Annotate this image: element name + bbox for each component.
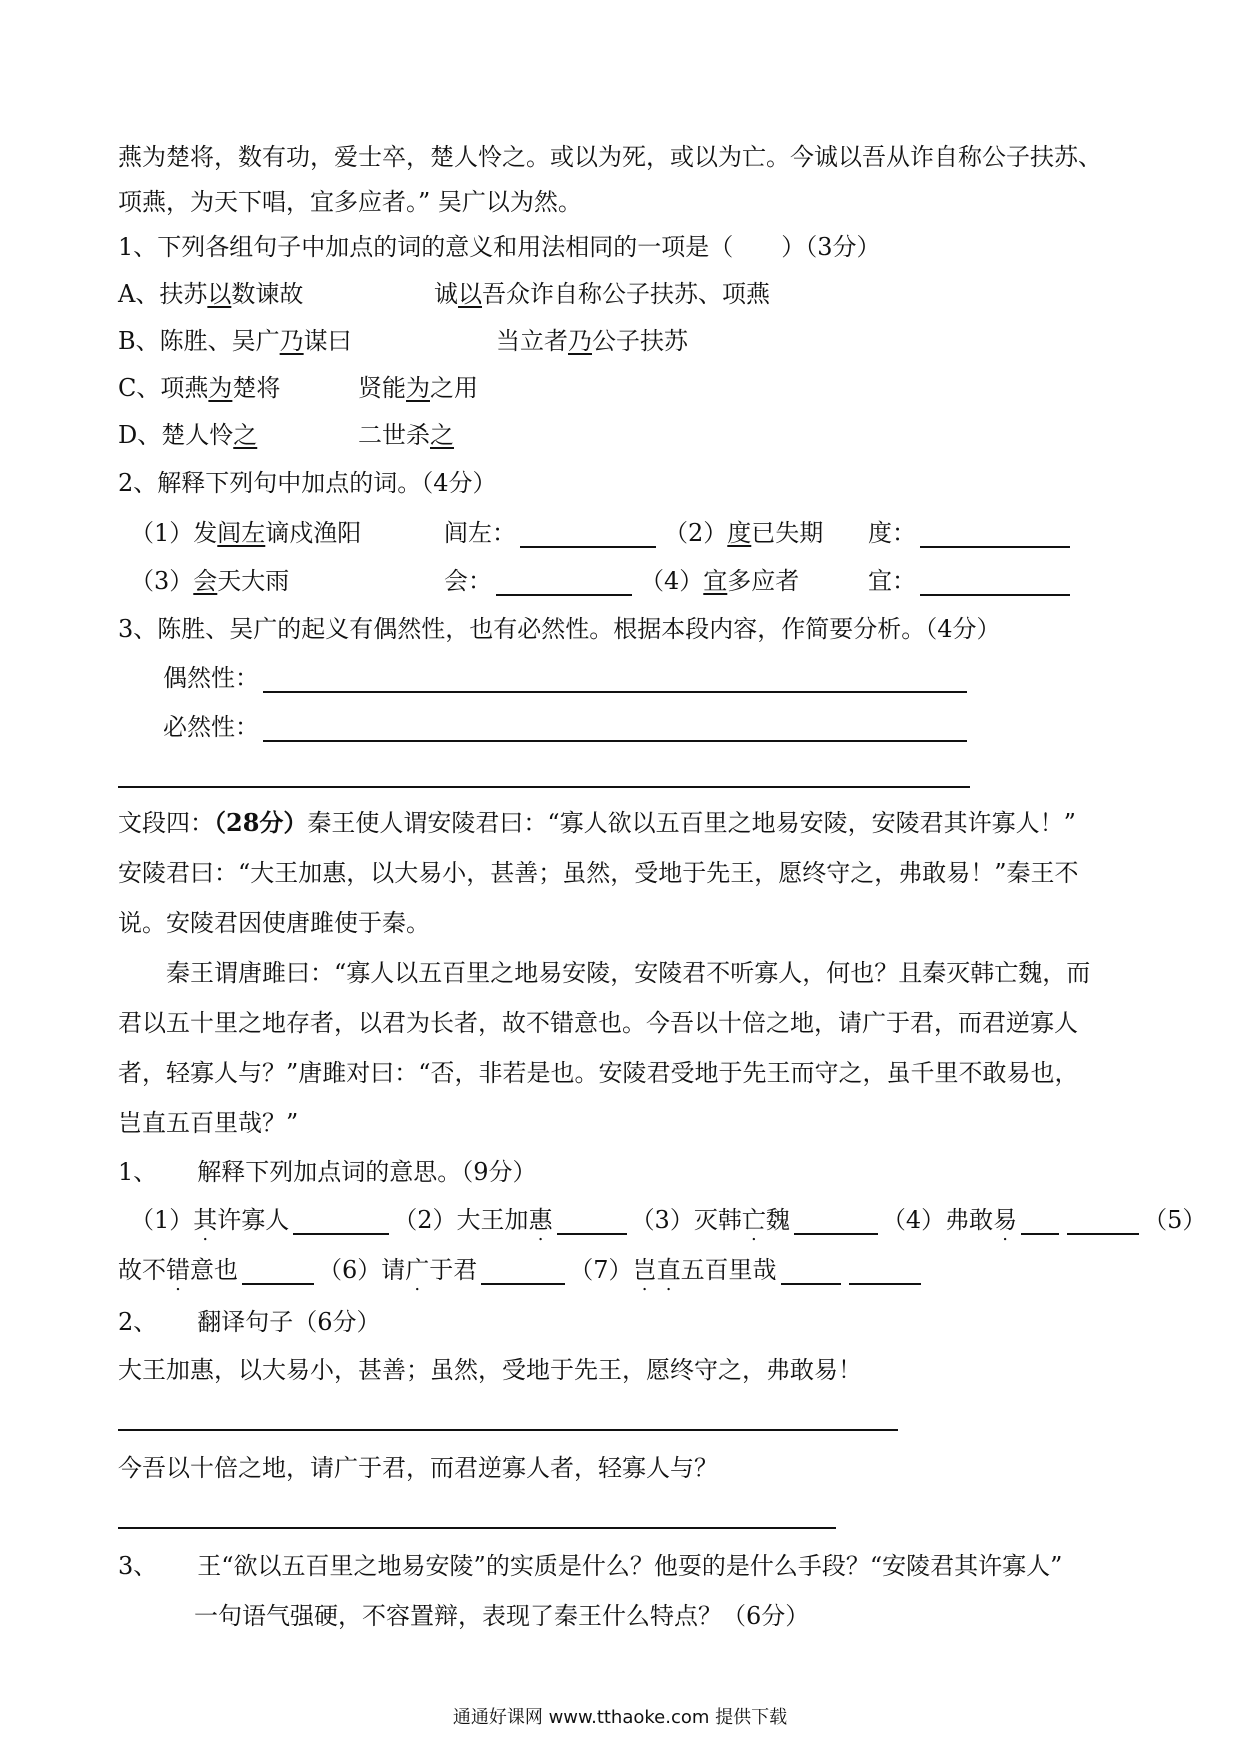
marked-word: 为 bbox=[208, 374, 233, 402]
item-text: （1）发 bbox=[130, 519, 218, 547]
question-number: 1、 bbox=[118, 1158, 158, 1186]
answer-blank[interactable] bbox=[242, 1261, 314, 1285]
marked-word: 广 bbox=[405, 1256, 430, 1284]
option-text: D、楚人怜 bbox=[118, 421, 234, 449]
marked-word: 会 bbox=[193, 567, 218, 595]
answer-blank[interactable] bbox=[263, 669, 967, 693]
passage-line: 岂直五百里哉？” bbox=[118, 1109, 299, 1137]
translate-sentence-1: 大王加惠，以大易小，甚善；虽然，受地于先王，愿终守之，弗敢易！ bbox=[118, 1356, 862, 1384]
q3-answer-1 bbox=[163, 663, 971, 693]
option-text: 谋曰 bbox=[303, 327, 352, 355]
item-text: 多应者 bbox=[727, 567, 800, 595]
marked-word: 乃 bbox=[279, 327, 304, 355]
q2-answer-3 bbox=[444, 566, 636, 596]
s4q1-row-2 bbox=[118, 1255, 925, 1285]
answer-label: 闾左： bbox=[444, 519, 516, 547]
question-number: 3、 bbox=[118, 1552, 158, 1580]
question-text: 一句语气强硬，不容置辩，表现了秦王什么特点？（6分） bbox=[194, 1602, 810, 1630]
marked-word: 乃 bbox=[568, 327, 592, 355]
answer-line[interactable] bbox=[118, 1429, 898, 1431]
passage-line: 者，轻寡人与？”唐雎对曰：“否，非若是也。安陵君受地于先王而守之，虽千里不敢易也， bbox=[118, 1059, 1079, 1087]
item-text: 五百里哉 bbox=[680, 1256, 777, 1284]
item-text: 谪戍渔阳 bbox=[265, 519, 362, 547]
marked-word: 为 bbox=[406, 374, 430, 402]
answer-blank[interactable] bbox=[481, 1261, 565, 1285]
translate-sentence-2: 今吾以十倍之地，请广于君，而君逆寡人者，轻寡人与？ bbox=[118, 1454, 718, 1482]
question-text: 王“欲以五百里之地易安陵”的实质是什么？他耍的是什么手段？“安陵君其许寡人” bbox=[197, 1552, 1063, 1580]
passage-line: 项燕，为天下唱，宜多应者。” 吴广以为然。 bbox=[118, 188, 582, 216]
marked-word: 闾左 bbox=[217, 519, 266, 547]
answer-blank[interactable] bbox=[557, 1211, 627, 1235]
marked-word: 直 bbox=[656, 1256, 681, 1284]
marked-word: 惠 bbox=[528, 1206, 553, 1234]
item-text: 于君 bbox=[429, 1256, 478, 1284]
marked-word: 其 bbox=[193, 1206, 218, 1234]
q2-item-3 bbox=[130, 566, 289, 596]
passage-line: 秦王谓唐雎曰：“寡人以五百里之地易安陵，安陵君不听寡人，何也？且秦灭韩亡魏，而 bbox=[166, 959, 1091, 987]
passage-line: 说。安陵君因使唐雎使于秦。 bbox=[118, 909, 430, 937]
answer-blank[interactable] bbox=[520, 524, 656, 548]
answer-label: 偶然性： bbox=[163, 664, 259, 692]
answer-label: 宜： bbox=[868, 567, 916, 595]
q2-item-2 bbox=[664, 518, 823, 548]
item-text: （4） bbox=[640, 567, 704, 595]
item-text: （1） bbox=[130, 1206, 194, 1234]
marked-word: 以 bbox=[207, 280, 232, 308]
option-text: 贤能 bbox=[358, 374, 406, 402]
question-number: 2、 bbox=[118, 1308, 158, 1336]
answer-label: 度： bbox=[868, 519, 916, 547]
option-text: 吾众诈自称公子扶苏、项燕 bbox=[482, 280, 770, 308]
question-stem: 1、下列各组句子中加点的词的意义和用法相同的一项是（ ）（3分） bbox=[118, 233, 881, 261]
passage-line: 秦王使人谓安陵君曰：“寡人欲以五百里之地易安陵，安陵君其许寡人！” bbox=[307, 809, 1076, 837]
q2-item-1 bbox=[130, 518, 361, 548]
marked-word: 岂 bbox=[632, 1256, 657, 1284]
marked-word: 宜 bbox=[703, 567, 728, 595]
answer-blank[interactable] bbox=[920, 524, 1070, 548]
section-score: （28分） bbox=[214, 808, 308, 837]
answer-blank[interactable] bbox=[496, 572, 632, 596]
answer-blank[interactable] bbox=[263, 718, 967, 742]
answer-blank[interactable] bbox=[1021, 1211, 1059, 1235]
answer-blank[interactable] bbox=[1067, 1211, 1139, 1235]
marked-word: 错 bbox=[166, 1256, 190, 1284]
option-text: 诚 bbox=[434, 280, 458, 308]
marked-word: 易 bbox=[993, 1206, 1018, 1234]
answer-line[interactable] bbox=[118, 1527, 836, 1529]
answer-blank[interactable] bbox=[849, 1261, 921, 1285]
item-text: （5） bbox=[1143, 1206, 1207, 1234]
item-text: （2）大王加 bbox=[393, 1206, 529, 1234]
q2-answer-2 bbox=[868, 518, 1074, 548]
answer-label: 必然性： bbox=[163, 713, 259, 741]
marked-word: 度 bbox=[727, 519, 752, 547]
item-text: 故不 bbox=[118, 1256, 166, 1284]
option-text: B、陈胜、吴广 bbox=[118, 327, 280, 355]
item-text: （2） bbox=[664, 519, 728, 547]
question-text: 翻译句子（6分） bbox=[197, 1308, 381, 1336]
question-stem: 2、解释下列句中加点的词。（4分） bbox=[118, 469, 497, 497]
answer-label: 会： bbox=[444, 567, 492, 595]
option-text: A、扶苏 bbox=[118, 280, 208, 308]
section-label: 文段四： bbox=[118, 809, 214, 837]
question-text: 解释下列加点词的意思。（9分） bbox=[197, 1158, 537, 1186]
s4q1-row-1 bbox=[130, 1205, 1206, 1235]
answer-blank[interactable] bbox=[794, 1211, 878, 1235]
item-text: 天大雨 bbox=[217, 567, 290, 595]
marked-word: 之 bbox=[430, 421, 454, 449]
option-text: 楚将 bbox=[232, 374, 281, 402]
option-text: 之用 bbox=[430, 374, 478, 402]
item-text: （4）弗敢 bbox=[881, 1206, 994, 1234]
item-text: 意也 bbox=[190, 1256, 238, 1284]
q2-answer-4 bbox=[868, 566, 1074, 596]
page-footer: 通通好课网 www.tthaoke.com 提供下载 bbox=[452, 1707, 788, 1728]
question-stem bbox=[118, 1157, 537, 1187]
question-stem bbox=[118, 1307, 381, 1337]
answer-blank[interactable] bbox=[781, 1261, 841, 1285]
question-stem bbox=[118, 1551, 1062, 1581]
option-text: 二世杀 bbox=[358, 421, 430, 449]
question-stem: 3、陈胜、吴广的起义有偶然性，也有必然性。根据本段内容，作简要分析。（4分） bbox=[118, 615, 1001, 643]
passage-line: 燕为楚将，数有功，爱士卒，楚人怜之。或以为死，或以为亡。今诚以吾从诈自称公子扶苏、 bbox=[118, 143, 1102, 171]
marked-word: 以 bbox=[458, 280, 482, 308]
passage-line: 君以五十里之地存者，以君为长者，故不错意也。今吾以十倍之地，请广于君，而君逆寡人 bbox=[118, 1009, 1078, 1037]
option-text: 当立者 bbox=[496, 327, 568, 355]
option-text: C、项燕 bbox=[118, 374, 209, 402]
item-text: 已失期 bbox=[751, 519, 824, 547]
option-text: 公子扶苏 bbox=[592, 327, 688, 355]
item-text: （3）灭韩 bbox=[630, 1206, 742, 1234]
marked-word: 之 bbox=[233, 421, 258, 449]
item-text: 魏 bbox=[765, 1206, 790, 1234]
item-text: 许寡人 bbox=[217, 1206, 290, 1234]
answer-blank[interactable] bbox=[920, 572, 1070, 596]
q2-answer-1 bbox=[444, 518, 660, 548]
option-text: 数谏故 bbox=[231, 280, 304, 308]
answer-blank[interactable] bbox=[293, 1211, 389, 1235]
passage-line: 安陵君曰：“大王加惠，以大易小，甚善；虽然，受地于先王，愿终守之，弗敢易！”秦王不 bbox=[118, 859, 1079, 887]
item-text: （3） bbox=[130, 567, 194, 595]
section-divider bbox=[118, 786, 970, 788]
section-heading bbox=[118, 808, 1076, 838]
marked-word: 亡 bbox=[741, 1206, 766, 1234]
item-text: （6）请 bbox=[318, 1256, 406, 1284]
q3-answer-2 bbox=[163, 712, 971, 742]
q2-item-4 bbox=[640, 566, 799, 596]
item-text: （7） bbox=[569, 1256, 633, 1284]
